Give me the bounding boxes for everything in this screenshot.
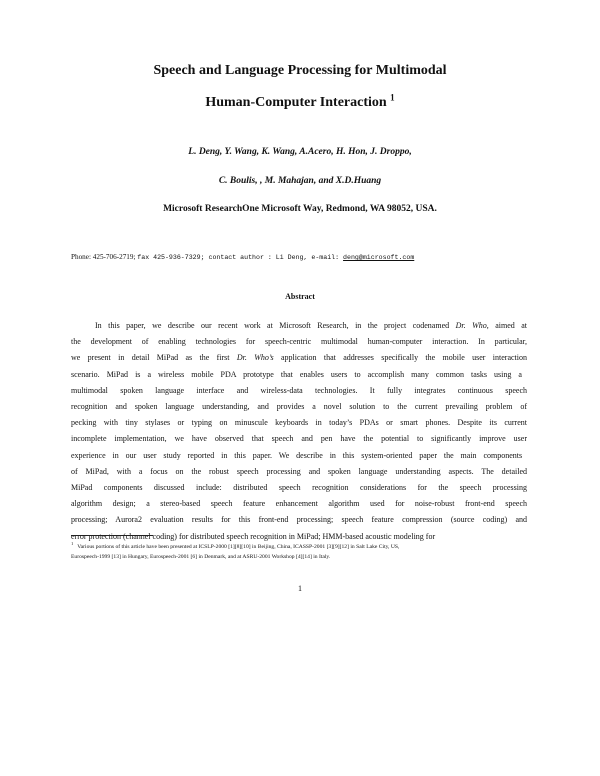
abstract-line (71, 350, 527, 366)
paper-title-line-2 (60, 94, 540, 112)
footnote (71, 543, 531, 562)
abstract-line: multimodal spoken language interface and wireless-data technologies. It fully integrates continuous speech (71, 385, 527, 395)
authors-line-1: L. Deng, Y. Wang, K. Wang, A.Acero, H. Hon, J. Droppo, (188, 147, 412, 157)
abstract-line: of MiPad, with a focus on the robust speech processing and spoken language understanding aspects. The detailed (71, 466, 527, 476)
affiliation: Microsoft ResearchOne Microsoft Way, Redmond, WA 98052, USA. (163, 204, 437, 214)
abstract-text: , aimed at (486, 321, 527, 330)
abstract-line: the development of enabling technologies for speech-centric multimodal human-computer interaction. In particular, (71, 337, 527, 347)
abstract-text: application that addresses specifically the mobile user interaction (273, 353, 527, 363)
paper-title-line-2-text: Human-Computer Interaction (205, 95, 387, 110)
abstract-emphasis: Dr. Who’s (236, 353, 274, 363)
abstract-line: processing; Aurora2 evaluation results for this front-end processing; speech feature compression (source coding) and (71, 515, 527, 525)
authors-line-2: C. Boulis, , M. Mahajan, and X.D.Huang (218, 176, 382, 186)
contact-info (71, 252, 414, 263)
abstract-text: In this paper, we describe our recent work at Microsoft Research, in the project codenamed (95, 321, 456, 330)
contact-details: fax 425-936-7329; contact author : Li Deng, e-mail: (137, 254, 344, 261)
footnote-line-2: Eurospeech-1999 [13] in Hungary, Eurospeech-2001 [6] in Denmark, and at ASRU-2001 Workshop [4][14] in Italy. (71, 553, 331, 560)
abstract-text: we present in detail MiPad as the first (71, 353, 237, 363)
paper-title-line-1: Speech and Language Processing for Multimodal (153, 63, 447, 78)
abstract-line: scenario. MiPad is a wireless mobile PDA prototype that enables users to accomplish many common tasks using a (71, 369, 522, 379)
abstract-emphasis: Dr. Who (455, 321, 487, 330)
abstract-line: MiPad components discussed include: distributed speech recognition considerations for the speech processing (71, 483, 527, 493)
footnote-mark: 1 (71, 541, 74, 547)
page-number: 1 (298, 584, 302, 593)
contact-phone: Phone: 425-706-2719; (71, 253, 138, 261)
footnote-text: Various portions of this article have been presented at ICSLP-2000 [1][8][10] in Beijing, China, ICASSP-2001 [3][9][12] in Salt Lake City, US, (77, 544, 400, 550)
abstract-line (71, 318, 527, 334)
title-footnote-mark: 1 (390, 92, 395, 103)
abstract-line: pecking with tiny stylases or typing on minuscule keyboards in today’s PDAs or smart phones. Despite its current (71, 418, 527, 428)
abstract-line: recognition and spoken language understanding, and provides a novel solution to the current prevailing problem of (71, 402, 527, 412)
abstract-body (71, 318, 527, 545)
contact-email-link[interactable]: deng@microsoft.com (343, 254, 415, 261)
abstract-heading: Abstract (285, 292, 315, 301)
footnote-line-1 (71, 543, 531, 553)
footnote-separator (71, 535, 153, 536)
abstract-line: error protection (channel coding) for distributed speech recognition in MiPad; HMM-based acoustic modeling for (71, 531, 436, 541)
abstract-line: algorithm design; a stereo-based speech feature enhancement algorithm used for noise-robust front-end speech (71, 499, 527, 509)
abstract-line: incomplete implementation, we have observed that speech and pen have the potential to significantly improve user (71, 434, 527, 444)
abstract-line: experience in our user study reported in this paper. We describe in this system-oriented paper the main components (71, 450, 523, 460)
